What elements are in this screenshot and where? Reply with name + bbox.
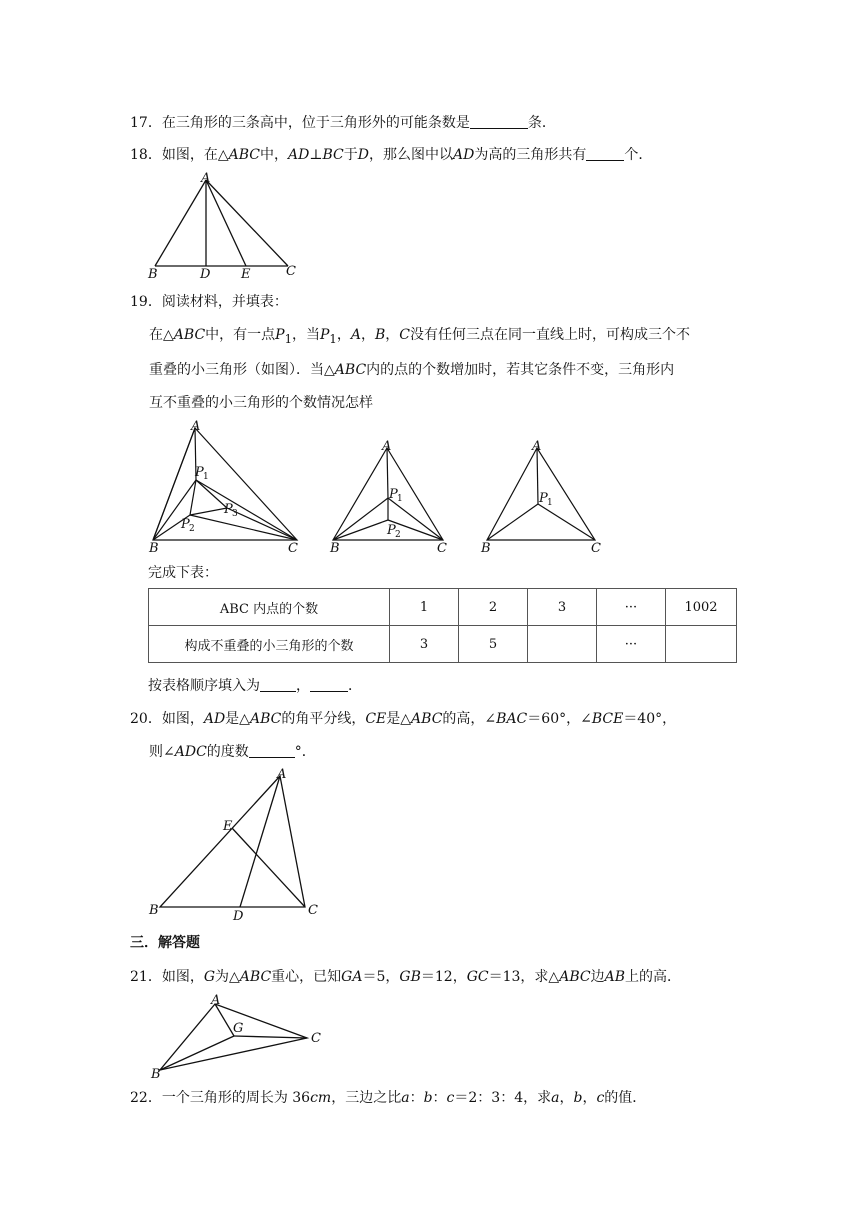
text-q19-fig-A: A: [382, 439, 392, 454]
text-q20-fig-E: E: [223, 819, 233, 834]
text-q19-fig-P: P: [389, 487, 398, 502]
text-q21-t2: 为△: [215, 969, 240, 985]
question-21: [130, 967, 681, 987]
text-q19-p3: 互不重叠的小三角形的个数情况怎样: [149, 395, 373, 411]
text-q19-fig-A: A: [532, 439, 542, 454]
text-q21-gc: GC: [466, 969, 489, 985]
text-q20-t3: 的角平分线，: [281, 711, 366, 727]
text-q21-fig-G: G: [233, 1021, 244, 1036]
figure-q20: [145, 764, 325, 922]
text-q20-fig-A: A: [277, 767, 287, 782]
question-22: [130, 1088, 646, 1108]
text-q19-fig-C: C: [591, 541, 601, 556]
text-q19-end: ．: [348, 678, 362, 694]
text-q21-t5: ＝12，: [420, 969, 467, 985]
text-q19-fig-A: A: [191, 419, 201, 434]
text-q17-num: 17．: [130, 115, 162, 131]
text-q22-c: c: [446, 1090, 455, 1106]
text-q21-t8: 上的高．: [624, 969, 681, 985]
text-q18-t3: 于: [343, 147, 358, 163]
text-q21-abc: ABC: [239, 969, 272, 985]
label-b: B: [148, 267, 158, 282]
text-q19-p1g: 没有任何三点在同一直线上时，可构成三个不: [409, 327, 690, 343]
text-q18-perp: ⊥: [309, 147, 323, 163]
text-q20-fig-B: B: [149, 903, 159, 918]
text-q19-fig-B: B: [481, 541, 491, 556]
text-q18-unit: 个．: [624, 147, 653, 163]
label-e: E: [241, 267, 251, 282]
text-q20-ad: AD: [203, 711, 226, 727]
section-heading: 三．解答题: [130, 935, 200, 951]
text-q19-p1b: 中，有一点: [205, 327, 276, 343]
text-q19-fig-B: B: [149, 541, 159, 556]
text-q20-num: 20．: [130, 711, 162, 727]
text-q19-fig-P: P: [224, 502, 233, 517]
answer-blank[interactable]: [586, 146, 624, 161]
text-q19-p1f: ，: [385, 327, 400, 343]
q19-table: [148, 588, 737, 663]
table-row: [149, 589, 737, 626]
text-q18-ad2: AD: [453, 147, 475, 163]
text-q19-fig-P: P: [539, 491, 548, 506]
text-q18-bc: BC: [322, 147, 344, 163]
figure-q19-two-points: [325, 436, 460, 556]
text-q19-fig-s1: 1: [203, 472, 209, 482]
label-a: A: [201, 171, 211, 186]
text-q19-table-row1-4: 1002: [666, 589, 737, 626]
text-q22-c3: c: [596, 1090, 605, 1106]
q19-complete-table: [148, 563, 218, 583]
text-q19-table-row1-2: 3: [528, 589, 597, 626]
text-q22-t3: ＝2：3：4，求: [454, 1090, 552, 1106]
text-q19-fig-P: P: [387, 523, 396, 538]
text-q19-p1B: B: [374, 327, 386, 343]
text-q20-fig-C: C: [308, 903, 318, 918]
text-q19-intro: 阅读材料，并填表：: [161, 294, 288, 310]
text-q19-p1e: ，: [360, 327, 375, 343]
q19-fill: [148, 676, 362, 696]
text-q19-table-row1-0: 1: [390, 589, 459, 626]
text-q22-c2: ：: [432, 1090, 447, 1106]
text-q19-p1C: C: [399, 327, 410, 343]
text-q20-bac: BAC: [496, 711, 528, 727]
text-q19-p1d: ，: [336, 327, 351, 343]
text-q21-num: 21．: [130, 969, 162, 985]
text-q19-fill_a: 按表格顺序填入为: [148, 678, 260, 694]
text-q18-t1: 如图，在△: [161, 147, 229, 163]
figure-q21: [145, 990, 330, 1080]
text-q19-fig-P: P: [181, 517, 190, 532]
answer-cell[interactable]: [666, 626, 737, 663]
text-q19-table-row2-0: 3: [390, 626, 459, 663]
text-q19-p1sub2: 1: [329, 331, 337, 346]
text-q18-t2: 中，: [259, 147, 288, 163]
answer-blank[interactable]: [310, 677, 348, 692]
text-q18-num: 18．: [130, 147, 162, 163]
text-q22-t4: 的值．: [604, 1090, 647, 1106]
text-q19-table-row2-3: ···: [597, 626, 666, 663]
text-q21-gb: GB: [399, 969, 421, 985]
answer-blank[interactable]: [260, 677, 296, 692]
text-q19-fig-s3: 3: [232, 509, 238, 519]
text-q21-fig-A: A: [211, 993, 221, 1008]
text-q18-t5: 为高的三角形共有: [474, 147, 587, 163]
text-q20-t8: 则∠: [149, 744, 175, 760]
figure-q18: [140, 168, 305, 283]
text-q21-fig-C: C: [311, 1031, 321, 1046]
text-q21-t4: ＝5，: [362, 969, 400, 985]
text-q21-fig-B: B: [151, 1067, 161, 1080]
question-17: [130, 113, 556, 133]
text-q19-p2b: 内的点的个数增加时，若其它条件不变，三角形内: [366, 362, 675, 378]
answer-blank[interactable]: [249, 743, 295, 758]
text-q20-ce: CE: [365, 711, 387, 727]
text-q18-t4: ，那么图中以: [369, 147, 453, 163]
text-q20-t7: ＝40°，: [623, 711, 677, 727]
text-q17-text: 在三角形的三条高中，位于三角形外的可能条数是: [161, 115, 470, 131]
text-q20-abc2: ABC: [411, 711, 443, 727]
text-q22-c1: ：: [409, 1090, 424, 1106]
text-q19-p1p2: P: [320, 327, 330, 343]
question-19: [130, 292, 288, 312]
figure-q19-one-point: [477, 436, 607, 556]
text-q18-d: D: [357, 147, 369, 163]
text-q22-cm: cm: [310, 1090, 332, 1106]
text-q19-fig-s1: 1: [547, 498, 553, 508]
q19-para-line1: [149, 325, 690, 349]
text-q20-t9: 的度数: [206, 744, 249, 760]
text-q19-p1sub: 1: [284, 331, 292, 346]
text-q19-fig-s2: 2: [189, 524, 195, 534]
text-q18-abc: ABC: [228, 147, 260, 163]
text-q22-b: b: [423, 1090, 433, 1106]
text-q22-s2: ，: [582, 1090, 597, 1106]
text-q19-table-row2-1: 5: [459, 626, 528, 663]
text-q21-ga: GA: [341, 969, 363, 985]
text-q19-fig-C: C: [437, 541, 447, 556]
text-q22-t2: ，三边之比: [331, 1090, 402, 1106]
text-q19-complete: 完成下表：: [148, 565, 218, 581]
text-q19-p2a: 重叠的小三角形（如图）．当△: [149, 362, 335, 378]
text-q19-table-row1-3: ···: [597, 589, 666, 626]
row-label: 构成不重叠的小三角形的个数: [149, 626, 390, 663]
q19-para-line3: [149, 393, 373, 413]
q19-para-line2: [149, 360, 674, 380]
text-q17-unit: 条．: [527, 115, 556, 131]
text-q20-unit: °．: [294, 744, 316, 760]
text-q20-abc: ABC: [249, 711, 282, 727]
text-q19-fig-B: B: [330, 541, 340, 556]
text-q19-p1A: A: [350, 327, 361, 343]
figure-q19-three-points: [145, 418, 310, 558]
text-q19-p1p: P: [275, 327, 285, 343]
text-q18-ad: AD: [287, 147, 310, 163]
text-q19-p1abc: ABC: [173, 327, 206, 343]
text-q21-t7: 边: [590, 969, 605, 985]
text-q19-p1c: ，当: [292, 327, 320, 343]
text-q20-bce: BCE: [591, 711, 624, 727]
label-d: D: [200, 267, 211, 282]
text-q19-p1a: 在△: [149, 327, 174, 343]
text-q20-t1: 如图，: [161, 711, 204, 727]
question-20: [130, 709, 676, 729]
text-q22-s1: ，: [559, 1090, 574, 1106]
text-q22-num: 22．: [130, 1090, 162, 1106]
text-q20-t2: 是△: [225, 711, 250, 727]
text-q19-num: 19．: [130, 294, 162, 310]
label-c: C: [286, 264, 296, 279]
text-q20-t6: ＝60°，∠: [527, 711, 592, 727]
text-q19-table-row1-1: 2: [459, 589, 528, 626]
text-q20-adc: ADC: [174, 744, 207, 760]
text-q21-ab: AB: [604, 969, 625, 985]
text-q19-fig-s1: 1: [397, 494, 403, 504]
text-q21-t1: 如图，: [161, 969, 204, 985]
text-q20-t5: 的高，∠: [442, 711, 497, 727]
text-q19-comma: ，: [296, 678, 310, 694]
text-q22-a: a: [401, 1090, 410, 1106]
text-q21-g: G: [203, 969, 216, 985]
text-q21-abc2: ABC: [559, 969, 591, 985]
text-q19-fig-P: P: [195, 465, 204, 480]
text-q20-t4: 是△: [386, 711, 412, 727]
text-q19-p2abc: ABC: [334, 362, 367, 378]
text-q21-t3: 重心，已知: [271, 969, 342, 985]
text-q20-fig-D: D: [233, 909, 244, 922]
answer-blank[interactable]: [470, 114, 528, 129]
table-row: [149, 626, 737, 663]
text-q22-b2: b: [573, 1090, 583, 1106]
text-q21-t6: ＝13，求△: [488, 969, 560, 985]
question-18: [130, 145, 652, 165]
row-label: ABC 内点的个数: [149, 589, 390, 626]
question-20-line2: [149, 742, 316, 762]
text-q19-fig-s2: 2: [395, 530, 401, 540]
text-q22-t1: 一个三角形的周长为 36: [161, 1090, 311, 1106]
text-q22-a2: a: [551, 1090, 560, 1106]
answer-cell[interactable]: [528, 626, 597, 663]
text-q19-fig-C: C: [288, 541, 298, 556]
